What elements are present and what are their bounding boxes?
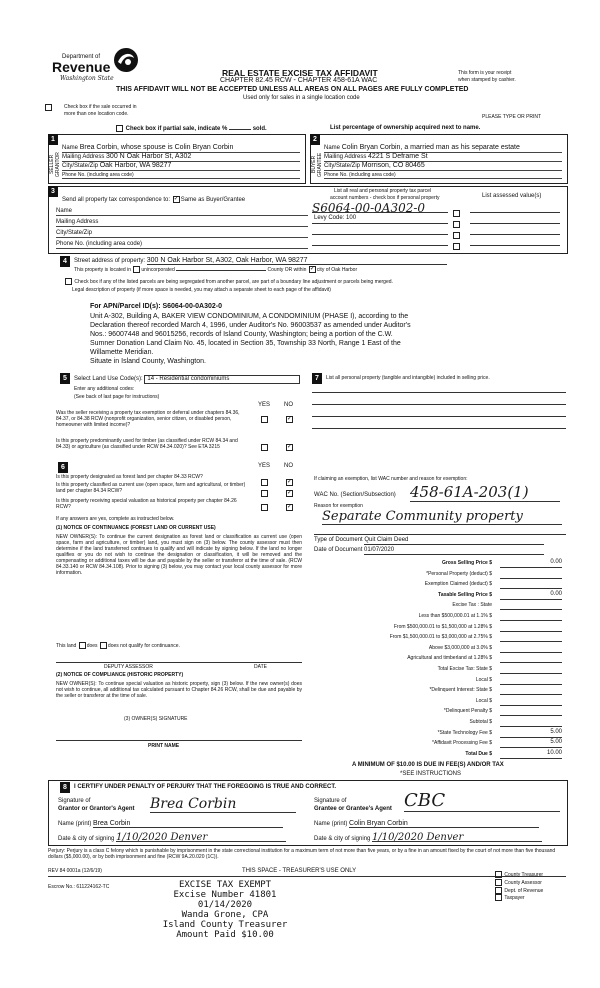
fees-see-instructions: *SEE INSTRUCTIONS — [400, 771, 462, 777]
ownership-pct-note: List percentage of ownership acquired next to name. — [330, 125, 481, 131]
buyer-phone-label: Phone No. (including area code) — [324, 172, 396, 178]
street-row — [74, 257, 447, 265]
seller-name-row — [62, 144, 300, 153]
fee-label: *Personal Property (deduct) $ — [426, 570, 492, 577]
legal-title: For APN/Parcel ID(s): S6064-00-0A302-0 — [90, 303, 223, 310]
copy-list — [494, 871, 543, 902]
legal-line-3: Nos.: 96007448 and 96015256, records of Island County, Washington; being a portion of the C.W. — [90, 331, 393, 338]
dor-swirl-icon — [112, 46, 140, 74]
receipt-note-1: This form is your receipt — [458, 70, 512, 76]
s6-q1-no[interactable]: ✓ — [287, 479, 293, 486]
seller-side-label: SELLER GRANTOR — [48, 147, 59, 182]
grantee-date-label: Date & city of signing — [314, 836, 371, 842]
legal-line-1: Unit A-302, Building A, BAKER VIEW CONDOMINIUM, A CONDOMINIUM (PHASE I), according to the — [90, 313, 409, 320]
s5-q2-no[interactable]: ✓ — [287, 444, 293, 451]
legal-line-5: Willamette Meridian. — [90, 349, 154, 356]
section-5-number: 5 — [60, 373, 70, 384]
fee-label: Exemption Claimed (deduct) $ — [424, 581, 492, 588]
grantor-name[interactable]: Brea Corbin — [93, 820, 283, 828]
fee-line — [500, 684, 562, 685]
fee-label: *State Technology Fee $ — [437, 729, 492, 736]
notice1-text: NEW OWNER(S): To continue the current designation as forest land or classification as current use (open space, farm and agriculture, or timber) land, you must sign on (3) below. The county assessor must then determine if the land transferred continues to qualify and will indicate by signing below. If the land no longer qualifies or you do not wish to continue the designation or classification, it will be removed and the compensating or additional taxes will be due and payable by the seller or transferor at the time of sale. (RCW 84.33.140 or RCW 84.34.108). Prior to signing (3) below, you may contact your local county assessor for more information. — [56, 534, 302, 576]
unincorporated-checkbox[interactable] — [133, 266, 140, 273]
copy-treasurer[interactable] — [494, 871, 543, 879]
copy-assessor[interactable] — [494, 879, 543, 887]
land-use-label: Select Land Use Code(s): — [74, 376, 143, 382]
seller-city-row — [62, 162, 300, 171]
fee-value[interactable]: 10.00 — [546, 749, 562, 756]
reason-line-2 — [314, 534, 566, 535]
buyer-name: Colin Bryan Corbin, a married man as his separate estate — [341, 144, 520, 151]
s5-q1-yes[interactable] — [260, 411, 269, 429]
seller-city-label: City/State/Zip — [62, 163, 99, 169]
buyer-city-label: City/State/Zip — [324, 163, 361, 169]
fee-line — [500, 641, 562, 642]
fee-label: Less than $500,000.01 at 1.1% $ — [418, 613, 492, 619]
fee-line — [500, 620, 562, 621]
s3-phone-label: Phone No. (including area code) — [56, 241, 143, 247]
fee-line — [500, 715, 562, 716]
seller-city: Oak Harbor, WA 98277 — [99, 162, 172, 169]
fees-minimum: A MINIMUM OF $10.00 IS DUE IN FEE(S) AND/OR TAX — [352, 762, 504, 768]
s3-name-row — [56, 208, 308, 216]
reason-label: Reason for exemption — [314, 503, 363, 509]
section-7-number: 7 — [312, 373, 322, 384]
footer-rule — [48, 876, 566, 877]
street-label: Street address of property: — [74, 258, 146, 264]
doc-date[interactable]: 01/07/2020 — [364, 547, 544, 555]
assessed-head: List assessed value(s) — [482, 193, 542, 199]
s6-q3: Is this property receiving special valuation as historical property per chapter 84.26 RCW? — [56, 498, 237, 510]
fee-value[interactable]: 5.00 — [550, 728, 562, 735]
copy-taxpayer-label: Taxpayer — [504, 895, 525, 902]
receipt-note-2: when stamped by cashier. — [458, 77, 516, 83]
located-row — [74, 266, 357, 273]
owner-signature-label: (3) OWNER(S) SIGNATURE — [124, 716, 188, 722]
rev-number: REV 84 0001a (12/6/19) — [48, 868, 102, 874]
fee-line — [500, 758, 562, 759]
copy-dor[interactable] — [494, 887, 543, 895]
treasurer-stamp — [150, 880, 300, 940]
certify-text: I CERTIFY UNDER PENALTY OF PERJURY THAT THE FOREGOING IS TRUE AND CORRECT. — [74, 784, 337, 790]
partial-sale-label: Check box if partial sale, indicate % — [125, 126, 228, 133]
parcel-line-3 — [312, 234, 448, 235]
buyer-side-label: BUYER GRANTEE — [310, 147, 321, 182]
grantor-date-label: Date & city of signing — [58, 836, 115, 842]
wac-label: WAC No. (Section/Subsection) — [314, 492, 396, 498]
located-label: This property is located in — [74, 266, 131, 273]
same-as-buyer-checkbox[interactable]: ✓ — [173, 196, 179, 202]
escrow-no: Escrow No.: 611224162-TC — [48, 884, 110, 890]
s6-q2-no[interactable]: ✓ — [287, 490, 293, 497]
s3-city-row — [56, 230, 308, 238]
fee-line — [500, 737, 562, 738]
fee-label: Agricultural and timberland at 1.28% $ — [407, 655, 492, 662]
does-label: does — [86, 642, 98, 649]
grantee-sig-label-2: Grantee or Grantee's Agent — [314, 806, 392, 812]
fee-line — [500, 705, 562, 706]
fee-label: Local $ — [475, 697, 492, 704]
grantor-signature[interactable]: Brea Corbin — [150, 796, 296, 813]
s6-q1: Is this property designated as forest land per chapter 84.33 RCW? — [56, 474, 203, 480]
form-chapter: CHAPTER 82.45 RCW - CHAPTER 458-61A WAC — [220, 77, 378, 84]
grantee-sig-label-1: Signature of — [314, 798, 347, 804]
fee-label: Local $ — [475, 676, 492, 683]
land-does-not-checkbox[interactable] — [100, 642, 107, 649]
deputy-assessor: DEPUTY ASSESSOR — [104, 664, 153, 670]
pp-line-2 — [312, 404, 566, 405]
fee-line — [500, 567, 562, 568]
same-as-buyer-label: Same as Buyer/Grantee — [180, 197, 246, 204]
treasurer-use: THIS SPACE - TREASURER'S USE ONLY — [242, 868, 357, 874]
buyer-mailing: 4221 S Deframe St — [368, 153, 428, 160]
seller-phone-row — [62, 172, 300, 179]
legal-line-6: Situate in Island County, Washington. — [90, 358, 206, 365]
wa-state: Washington State — [60, 75, 114, 82]
fee-label: From $500,000.01 to $1,500,000 at 1.28% $ — [393, 623, 492, 630]
does-not-label: does not qualify for continuance. — [107, 642, 180, 649]
multi-location-text-2: more than one location code. — [64, 111, 129, 117]
levy-code: Levy Code: 100 — [314, 215, 357, 221]
buyer-phone-row — [324, 172, 562, 179]
send-correspondence-label: Send all property tax correspondence to: — [62, 197, 171, 204]
copy-assessor-label: County Assessor — [504, 879, 542, 886]
land-qualify-row — [56, 642, 180, 649]
parcel-line-1 — [312, 212, 448, 213]
multi-location-text-1: Check box if the sale occurred in — [64, 104, 137, 110]
grantee-name-row — [314, 820, 539, 828]
fee-label: *Delinquent Interest: State $ — [429, 687, 492, 694]
section-3-number: 3 — [48, 186, 58, 197]
fee-label: Taxable Selling Price $ — [438, 591, 492, 598]
fee-line — [500, 599, 562, 600]
dor-logo — [48, 44, 148, 84]
please-type: PLEASE TYPE OR PRINT — [482, 114, 542, 120]
s6-q3-yes[interactable] — [260, 499, 269, 517]
stamp-line-2: Excise Number 41801 — [173, 890, 277, 900]
parcel-line-2 — [312, 223, 448, 224]
copy-dor-label: Dept. of Revenue — [504, 887, 544, 894]
see-back: (See back of last page for instructions) — [74, 394, 160, 400]
single-location: Used only for sales in a single location code — [243, 95, 360, 101]
grantor-date-city[interactable]: 1/10/2020 Denver — [116, 834, 286, 842]
fee-line — [500, 662, 562, 663]
section-6-number: 6 — [58, 462, 68, 473]
parcel-head-2: account numbers - check box if personal property — [330, 195, 440, 201]
doc-type[interactable]: Quit Claim Deed — [364, 537, 544, 545]
fee-label: Subtotal $ — [469, 719, 492, 725]
notice2-text: NEW OWNER(S): To continue special valuation as historic property, sign (3) below. If the new owner(s) does not wish to continue, all additional tax calculated pursuant to Chapter 84.26 RCW, shall be due and payable by the seller or transferor at the time of sale. — [56, 681, 302, 699]
street-address: 300 N Oak Harbor St, A302, Oak Harbor, WA 98277 — [147, 257, 447, 265]
section-8-number: 8 — [60, 782, 70, 793]
buyer-mailing-label: Mailing Address — [324, 154, 367, 160]
fee-line — [500, 726, 562, 727]
s6-q3-no[interactable]: ✓ — [287, 504, 293, 511]
pp-line-3 — [312, 416, 566, 417]
doc-type-label: Type of Document — [314, 537, 363, 543]
fee-line — [500, 673, 562, 674]
s6-q2: Is this property classified as current use (open space, farm and agricultural, or timber) land per chapter 84.34 RCW? — [56, 482, 246, 494]
assessed-line-2 — [470, 223, 560, 224]
parcel-head-1: List all real and personal property tax parcel — [334, 188, 431, 194]
fee-value[interactable]: 0.00 — [550, 590, 562, 597]
pp-checkbox-4[interactable] — [452, 238, 461, 256]
additional-codes: Enter any additional codes: — [74, 386, 135, 392]
stamp-line-5: Island County Treasurer — [162, 920, 288, 930]
s3-mailing-row — [56, 219, 308, 227]
copy-treasurer-label: County Treasurer — [504, 871, 544, 878]
grantee-name[interactable]: Colin Bryan Corbin — [349, 820, 539, 828]
segregated-checkbox[interactable] — [65, 278, 72, 285]
assessed-line-3 — [470, 234, 560, 235]
form-warning: THIS AFFIDAVIT WILL NOT BE ACCEPTED UNLESS ALL AREAS ON ALL PAGES ARE FULLY COMPLETED — [116, 86, 469, 93]
perjury-text: Perjury: Perjury is a class C felony which is punishable by imprisonment in the state correctional institution for a maximum term of not more than five years, or by a fine in an amount fixed by the court of not more than five thousand dollars ($5,000.00), or by both imprisonment and fine (RCW 9A.20.020 (1C)). — [48, 848, 556, 860]
wac-number[interactable]: 458-61A-203(1) — [410, 483, 560, 502]
doc-type-row — [314, 537, 544, 545]
fee-label: Total Excise Tax: State $ — [437, 666, 492, 672]
fee-label: *Affidavit Processing Fee $ — [432, 740, 492, 747]
notice1-title: (1) NOTICE OF CONTINUANCE (FOREST LAND OR CURRENT USE) — [56, 525, 216, 531]
city-of-label: city of Oak Harbor — [316, 266, 358, 273]
fee-line — [500, 578, 562, 579]
fee-line — [500, 652, 562, 653]
fee-line — [500, 747, 562, 748]
pp-line-4 — [312, 428, 566, 429]
print-name-label: PRINT NAME — [148, 743, 180, 749]
s5-q2: Is this property predominantly used for timber (as classified under RCW 84.34 and 84.33) or agriculture (as classified under RCW 84.34.020)? See ETA 3215 — [56, 438, 238, 450]
send-correspondence-row — [62, 196, 245, 204]
parcel-line-4 — [312, 245, 448, 246]
grantor-sig-label-1: Signature of — [58, 798, 91, 804]
s3-name-label: Name — [56, 208, 73, 214]
fee-line — [500, 694, 562, 695]
assessed-line-4 — [470, 245, 560, 246]
seller-phone-label: Phone No. (including area code) — [62, 172, 134, 178]
exemption-label: If claiming an exemption, list WAC number and reason for exemption: — [314, 476, 468, 482]
s5-yes-head: YES — [258, 402, 271, 408]
copy-taxpayer[interactable] — [494, 894, 543, 902]
partial-sale-row[interactable] — [115, 125, 267, 133]
revenue-word: Revenue — [52, 59, 111, 75]
legal-line-2: Declaration thereof recorded March 4, 1996, under Auditor's No. 96003537 as amended under Auditor's — [90, 322, 411, 329]
pp-line-1 — [312, 392, 566, 393]
fee-line — [500, 609, 562, 610]
fee-label: *Delinquent Penalty $ — [443, 708, 492, 715]
s6-if-yes: If any answers are yes, complete as instructed below. — [56, 516, 175, 522]
deputy-line — [56, 662, 302, 663]
grantee-date-row — [314, 834, 542, 843]
segregated-label: Check box if any of the listed parcels are being segregated from another parcel, are part of a boundary line adjustment or parcels being merged. — [74, 278, 393, 285]
s3-mailing-label: Mailing Address — [56, 219, 99, 225]
s5-q1-no[interactable]: ✓ — [287, 416, 293, 423]
assessed-line-1 — [470, 212, 560, 213]
sold-label: sold. — [252, 126, 267, 133]
land-label: This land — [56, 642, 77, 649]
form-title: REAL ESTATE EXCISE TAX AFFIDAVIT — [222, 68, 378, 78]
land-does-checkbox[interactable] — [79, 642, 86, 649]
doc-date-label: Date of Document — [314, 547, 363, 553]
section-1-number: 1 — [48, 134, 58, 145]
fee-label: Total Due $ — [465, 750, 492, 757]
grantee-signature[interactable]: CBC — [404, 790, 560, 812]
print-name-line — [56, 740, 302, 741]
parcel-number: S6064-00-0A302-0 — [312, 201, 426, 215]
dept-of: Department of — [62, 54, 101, 60]
fee-label: Above $3,000,000 at 3.0% $ — [428, 644, 492, 651]
buyer-city-row — [324, 162, 562, 171]
unincorporated-label: unincorporated — [141, 266, 175, 273]
grantor-name-row — [58, 820, 283, 828]
fee-label: Gross Selling Price $ — [441, 560, 492, 566]
grantor-date-row — [58, 834, 286, 843]
buyer-mailing-row — [324, 153, 562, 162]
legal-line-4: Sumner Donation Land Claim No. 45, located in Section 35, Township 33 North, Range 1 East of the — [90, 340, 401, 347]
stamp-line-4: Wanda Grone, CPA — [181, 910, 269, 920]
seller-name: Brea Corbin, whose spouse is Colin Bryan Corbin — [79, 144, 234, 151]
grantor-sig-label-2: Grantor or Grantor's Agent — [58, 806, 135, 812]
seller-mailing-label: Mailing Address — [62, 154, 105, 160]
grantee-date-city[interactable]: 1/10/2020 Denver — [372, 834, 542, 842]
fee-value[interactable]: 0.00 — [550, 559, 562, 565]
fee-line — [500, 588, 562, 589]
fee-label: From $1,500,000.01 to $3,000,000 at 2.75% $ — [389, 634, 492, 641]
s3-phone-row — [56, 241, 308, 249]
s6-no-head: NO — [284, 463, 293, 469]
segregated-row — [64, 278, 393, 285]
fee-value[interactable]: 5.00 — [550, 739, 562, 746]
land-use-row — [74, 375, 300, 384]
seller-name-label: Name — [62, 145, 79, 151]
fee-label: Excise Tax : State — [452, 602, 492, 609]
stamp-line-6: Amount Paid $10.00 — [176, 930, 274, 940]
section-2-number: 2 — [310, 134, 320, 145]
deputy-date: DATE — [254, 664, 267, 670]
fee-line — [500, 631, 562, 632]
section-4-number: 4 — [60, 256, 70, 267]
seller-mailing-row — [62, 153, 300, 162]
stamp-line-3: 01/14/2020 — [197, 900, 253, 910]
buyer-name-label: Name — [324, 145, 341, 151]
stamp-line-1: EXCISE TAX EXEMPT — [178, 880, 272, 890]
grantee-name-label: Name (print) — [314, 821, 348, 827]
doc-date-row — [314, 547, 544, 555]
legal-desc-label: Legal description of property (if more space is needed, you may attach a separate sheet to each page of the affidavit) — [72, 287, 331, 293]
grantor-name-label: Name (print) — [58, 821, 92, 827]
s5-q2-yes[interactable] — [260, 439, 269, 457]
buyer-city: Morrison, CO 80465 — [361, 162, 425, 169]
s5-q1: Was the seller receiving a property tax exemption or deferral under chapters 84.36, 84.37, or 84.38 RCW (nonprofit organization, senior citizen, or disabled person, homeowner with limited income)? — [56, 410, 240, 428]
multi-location-checkbox[interactable] — [44, 104, 53, 111]
county-or-within-label: County OR within — [267, 266, 307, 273]
land-use-value[interactable]: 14 - Residential condominiums — [144, 375, 300, 384]
reason-value[interactable]: Separate Community property — [322, 509, 562, 525]
personal-property-label: List all personal property (tangible and intangible) included in selling price. — [326, 375, 490, 381]
notice2-title: (2) NOTICE OF COMPLIANCE (HISTORIC PROPERTY) — [56, 672, 184, 678]
seller-mailing: 300 N Oak Harbor St, A302 — [106, 153, 192, 160]
city-checkbox[interactable]: ✓ — [309, 266, 315, 272]
s6-yes-head: YES — [258, 463, 271, 469]
s5-no-head: NO — [284, 402, 293, 408]
buyer-name-row — [324, 144, 562, 153]
s3-city-label: City/State/Zip — [56, 230, 93, 236]
